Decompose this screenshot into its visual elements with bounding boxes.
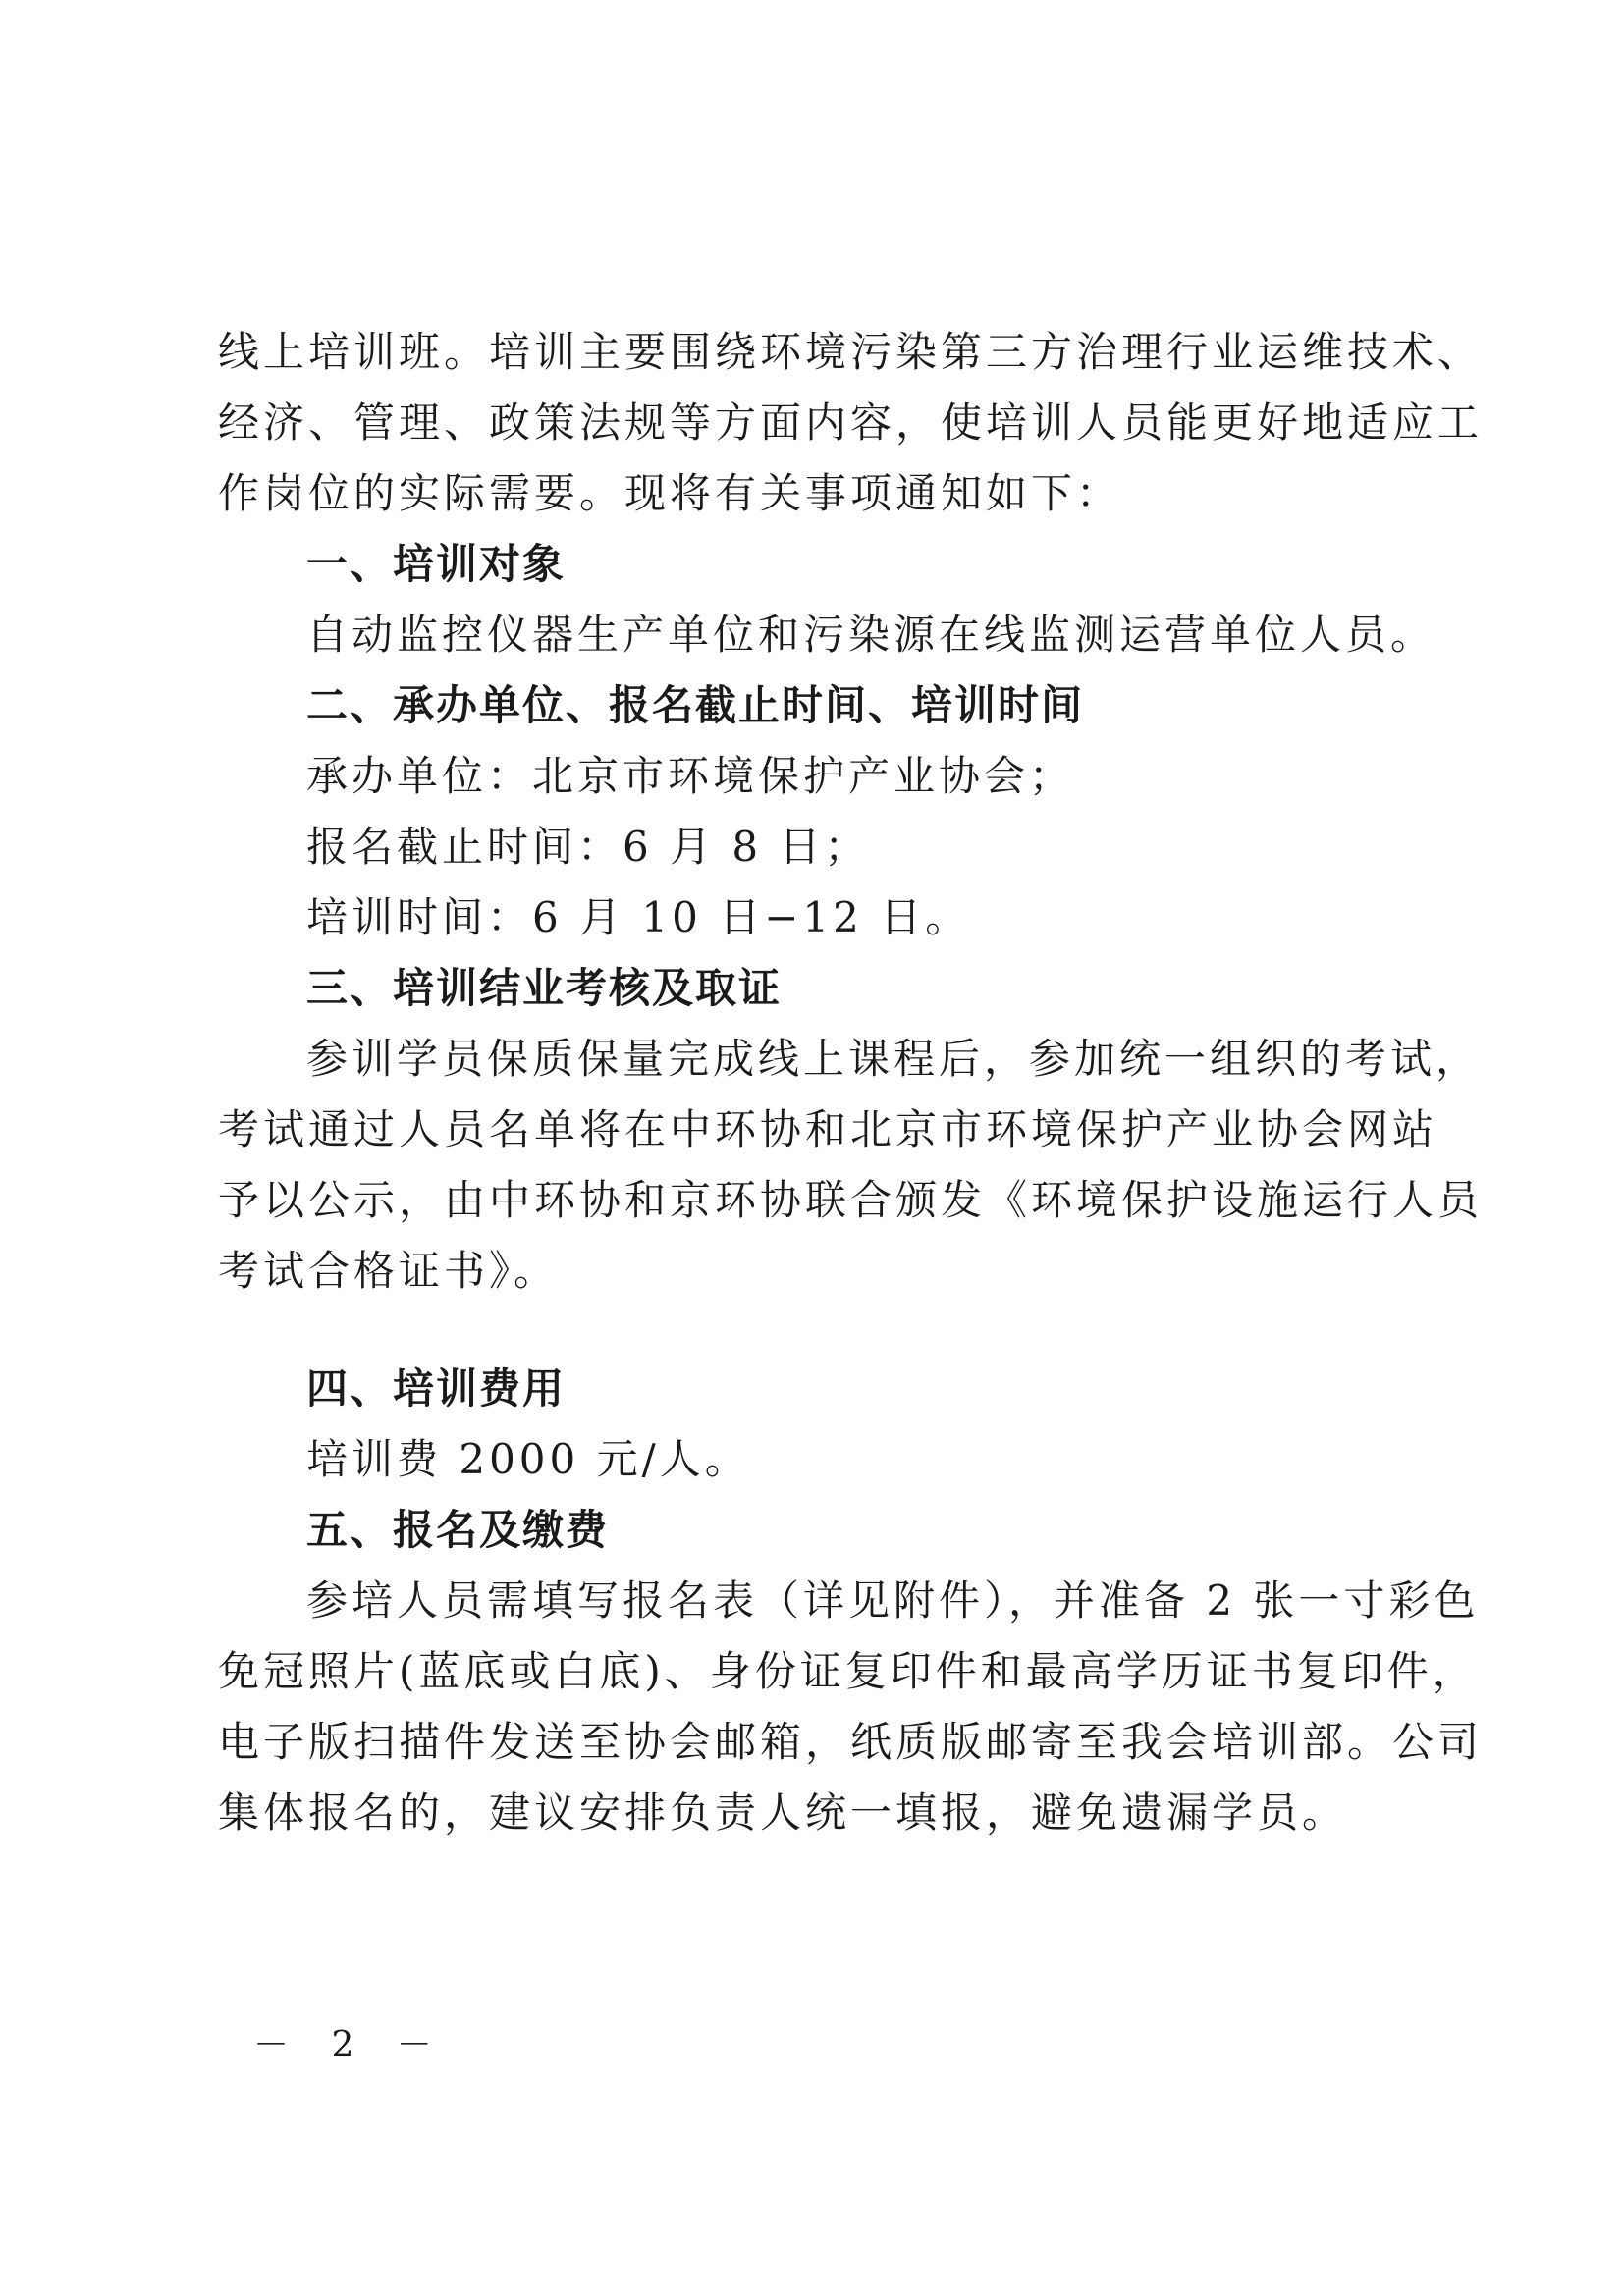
section-5-line-1: 参培人员需填写报名表（详见附件），并准备 2 张一寸彩色 [306, 1576, 1480, 1625]
intro-line-1: 线上培训班。培训主要围绕环境污染第三方治理行业运维技术、 [218, 328, 1484, 376]
section-1-line-1: 自动监控仪器生产单位和污染源在线监测运营单位人员。 [306, 611, 1436, 659]
section-4-line-1: 培训费 2000 元/人。 [306, 1435, 750, 1483]
section-5-line-3: 电子版扫描件发送至协会邮箱，纸质版邮寄至我会培训部。公司 [218, 1718, 1484, 1766]
section-heading-training-target: 一、培训对象 [306, 540, 567, 588]
section-3-line-2: 考试通过人员名单将在中环协和北京市环境保护产业协会网站 [218, 1105, 1438, 1153]
section-2-line-1: 承办单位：北京市环境保护产业协会； [306, 752, 1075, 800]
intro-line-3: 作岗位的实际需要。现将有关事项通知如下： [218, 469, 1122, 517]
section-2-line-2: 报名截止时间：6 月 8 日； [306, 823, 870, 871]
intro-line-2: 经济、管理、政策法规等方面内容，使培训人员能更好地适应工 [218, 399, 1484, 447]
section-5-line-4: 集体报名的，建议安排负责人统一填报，避免遗漏学员。 [218, 1789, 1348, 1837]
section-heading-training-fee: 四、培训费用 [306, 1364, 567, 1413]
section-heading-certification: 三、培训结业考核及取证 [306, 964, 783, 1012]
section-3-line-1: 参训学员保质保量完成线上课程后，参加统一组织的考试， [306, 1035, 1482, 1083]
section-2-line-3: 培训时间：6 月 10 日−12 日。 [306, 893, 971, 941]
section-3-line-3: 予以公示，由中环协和京环协联合颁发《环境保护设施运行人员 [218, 1176, 1484, 1224]
section-3-line-4: 考试合格证书》。 [218, 1247, 560, 1295]
section-heading-registration-payment: 五、报名及缴费 [306, 1506, 610, 1554]
section-5-line-2: 免冠照片(蓝底或白底)、身份证复印件和最高学历证书复印件， [218, 1647, 1478, 1695]
section-heading-organizer-dates: 二、承办单位、报名截止时间、培训时间 [306, 681, 1085, 729]
page-number: － 2 － [253, 2025, 448, 2065]
